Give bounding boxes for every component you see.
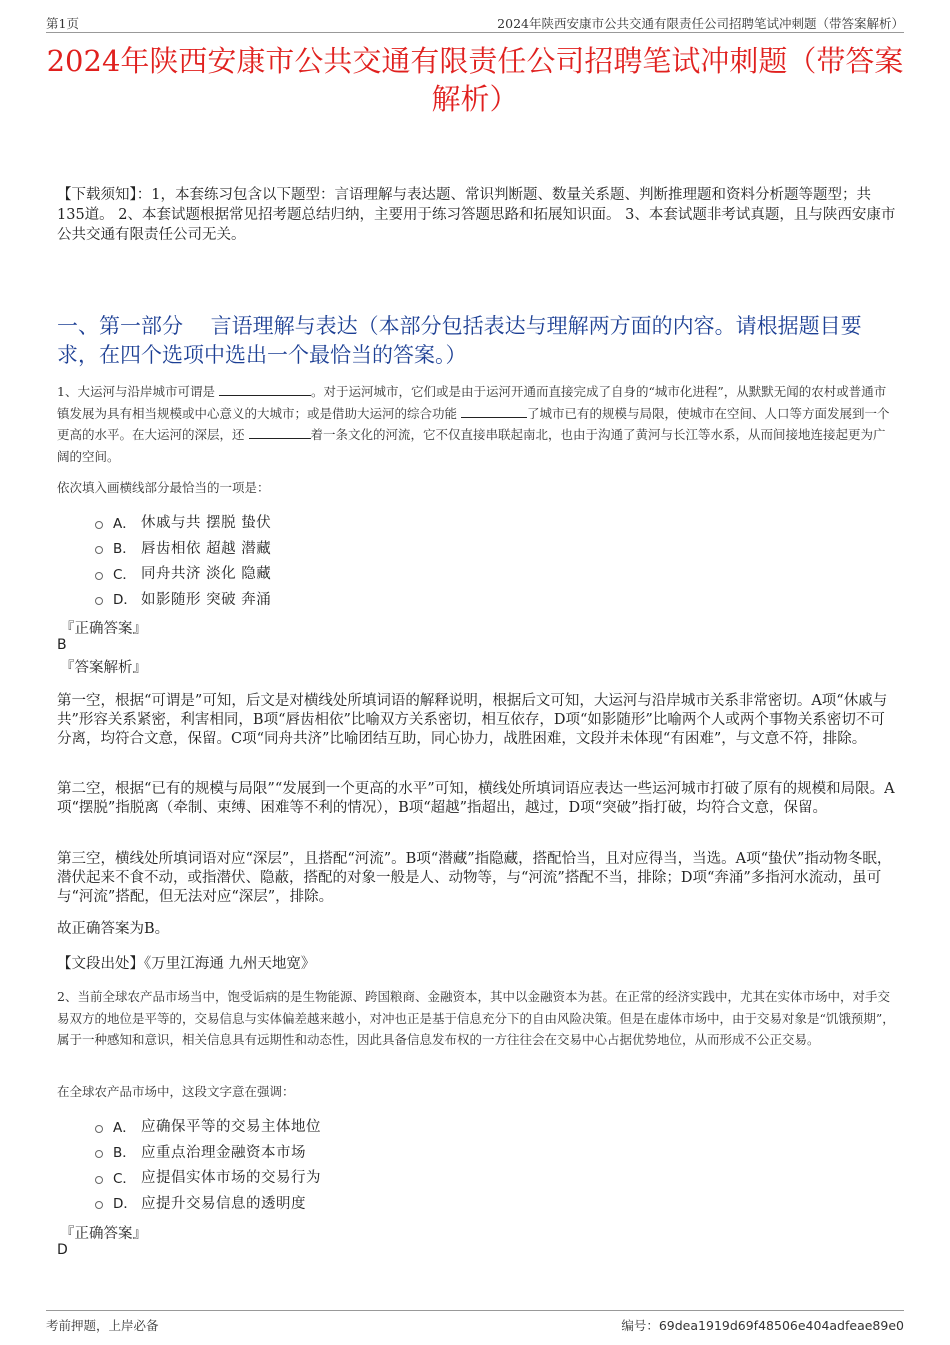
footer-slogan: 考前押题，上岸必备 <box>46 1318 159 1333</box>
option-d[interactable]: D． 应提升交易信息的透明度 <box>95 1190 795 1216</box>
analysis-paragraph-3: 第三空，横线处所填词语对应“深层”，且搭配“河流”。B项“潜藏”指隐藏，搭配恰当，且对应得当，当选。A项“蛰伏”指动物冬眠，潜伏起来不食不动，或指潜伏、隐蔽，搭配的对象一般是人、动物等，与“河流”搭配不当，排除；D项“奔涌”多指河水流动，虽可与“河流”搭配，但无法对应“深层”，排除。 <box>57 851 892 905</box>
question-2-prompt: 在全球农产品市场中，这段文字意在强调： <box>57 1084 295 1099</box>
page-number: 第1页 <box>46 16 79 31</box>
answer-label: 『正确答案』 <box>60 1226 147 1242</box>
radio-icon[interactable] <box>95 572 103 580</box>
analysis-paragraph-2: 第二空，根据“已有的规模与局限”“发展到一个更高的水平”可知，横线处所填词语应表达一些运河城市打破了原有的规模和局限。A项“摆脱”指脱离（牵制、束缚、困难等不利的情况），B项“超越”指超出，越过，D项“突破”指打破，均符合文意，保留。 <box>57 781 895 816</box>
radio-icon[interactable] <box>95 1201 103 1209</box>
answer-value: D <box>57 1242 68 1258</box>
option-a[interactable]: A． 应确保平等的交易主体地位 <box>95 1113 795 1139</box>
question-2-text: 2、当前全球农产品市场当中，饱受诟病的是生物能源、跨国粮商、金融资本，其中以金融资本为甚。在正常的经济实践中，尤其在实体市场中，对手交易双方的地位是平等的，交易信息与实体偏差越来越小，对冲也正是基于信息充分下的自由风险决策。但是在虚体市场中，由于交易对象是“饥饿预期”，属于一种感知和意识，相关信息具有远期性和动态性，因此具备信息发布权的一方往往会在交易中心占据优势地位，从而形成不公正交易。 <box>57 989 895 1047</box>
page-header <box>46 8 904 33</box>
analysis-conclusion: 故正确答案为B。 <box>57 921 170 937</box>
header-doc-title: 2024年陕西安康市公共交通有限责任公司招聘笔试冲刺题（带答案解析） <box>497 16 904 31</box>
question-1-text: 1、大运河与沿岸城市可谓是 。对于运河城市，它们或是由于运河开通而直接完成了自身的“城市化进程”，从默默无闻的农村或普通市镇发展为具有相当规模或中心意义的大城市；或是借助大运河的综合功能 了城市已有的规模与局限，使城市在空间、人口等方面发展到一个更高的水平。在大运河的深层，还 着一条文化的河流，它不仅直接串联起南北，也由于沟通了黄河与长江等水系，从而间接地连接起更为广阔的空间。 <box>57 384 890 464</box>
radio-icon[interactable] <box>95 597 103 605</box>
option-c[interactable]: C． 应提倡实体市场的交易行为 <box>95 1164 795 1190</box>
option-b[interactable]: B． 应重点治理金融资本市场 <box>95 1139 795 1165</box>
page-footer <box>46 1310 904 1335</box>
blank-1 <box>219 382 311 396</box>
radio-icon[interactable] <box>95 1125 103 1133</box>
radio-icon[interactable] <box>95 546 103 554</box>
radio-icon[interactable] <box>95 521 103 529</box>
analysis-paragraph-1: 第一空，根据“可谓是”可知，后文是对横线处所填词语的解释说明，根据后文可知，大运河与沿岸城市关系非常密切。A项“休戚与共”形容关系紧密，利害相同，B项“唇齿相依”比喻双方关系密切，相互依存，D项“如影随形”比喻两个人或两个事物关系密切不可分离，均符合文意，保留。C项“同舟共济”比喻团结互助，同心协力，战胜困难，文段并未体现“有困难”，与文意不符，排除。 <box>57 693 888 747</box>
analysis-label: 『答案解析』 <box>60 660 147 676</box>
radio-icon[interactable] <box>95 1176 103 1184</box>
question-1-prompt: 依次填入画横线部分最恰当的一项是： <box>57 480 270 495</box>
section-heading: 一、第一部分 言语理解与表达（本部分包括表达与理解两方面的内容。请根据题目要求，在四个选项中选出一个最恰当的答案。） <box>57 314 862 367</box>
blank-2 <box>461 404 527 418</box>
question-2-options <box>95 1113 795 1215</box>
answer-value: B <box>57 637 67 653</box>
question-1-options <box>95 509 795 611</box>
answer-label: 『正确答案』 <box>60 621 147 637</box>
option-d[interactable]: D． 如影随形 突破 奔涌 <box>95 586 795 612</box>
radio-icon[interactable] <box>95 1150 103 1158</box>
option-c[interactable]: C． 同舟共济 淡化 隐藏 <box>95 560 795 586</box>
footer-code: 编号：69dea1919d69f48506e404adfeae89e0 <box>621 1318 904 1333</box>
document-title: 2024年陕西安康市公共交通有限责任公司招聘笔试冲刺题（带答案解析） <box>46 44 904 116</box>
download-notice: 【下载须知】：1，本套练习包含以下题型：言语理解与表达题、常识判断题、数量关系题、判断推理题和资料分析题等题型；共135道。 2、本套试题根据常见招考题总结归纳，主要用于练习答题思路和拓展知识面。 3、本套试题非考试真题，且与陕西安康市公共交通有限责任公司无关。 <box>57 187 896 243</box>
blank-3 <box>249 425 311 439</box>
option-b[interactable]: B． 唇齿相依 超越 潜藏 <box>95 535 795 561</box>
source-citation: 【文段出处】《万里江海通 九州天地宽》 <box>57 956 316 972</box>
option-a[interactable]: A． 休戚与共 摆脱 蛰伏 <box>95 509 795 535</box>
